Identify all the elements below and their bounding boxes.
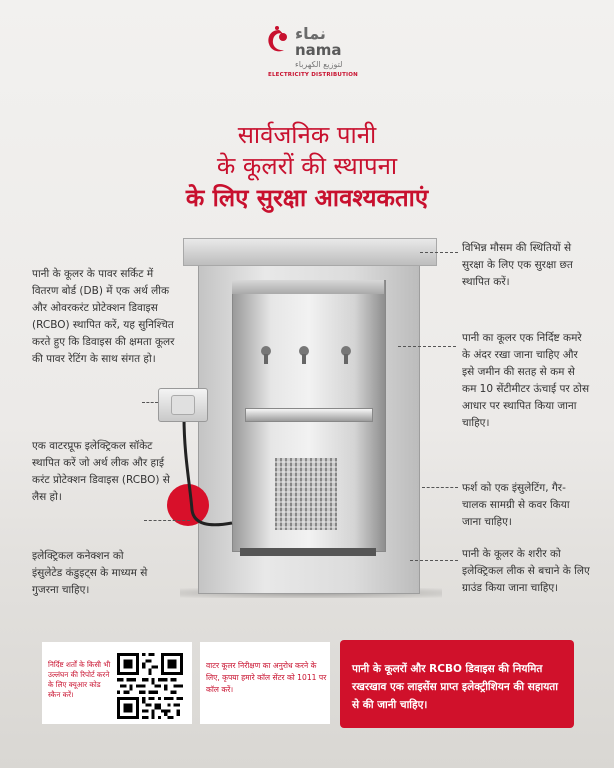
- logo-brand: nama: [295, 41, 342, 59]
- qr-code-icon[interactable]: [117, 653, 183, 719]
- note-insulating-floor: फर्श को एक इंसुलेटिंग, गैर-चालक सामग्री से कवर किया जाना चाहिए।: [462, 482, 570, 528]
- leader-line: [144, 520, 190, 521]
- title-line-1: सार्वजनिक पानी: [237, 121, 377, 149]
- qr-caption: निर्दिष्ट शर्तों के किसी भी उल्लंघन की रिपोर्ट करने के लिए क्यूआर कोड स्कैन करें।: [48, 660, 111, 699]
- waterproof-socket: [158, 388, 208, 422]
- note-rcbo-db: पानी के कूलर के पावर सर्किट में वितरण बोर्ड (DB) में एक अर्थ लीक और ओवरकरंट प्रोटेक्शन डिवाइस (RCBO) स्थापित करें, यह सुनिश्चित करते हुए कि डिवाइस की क्षमता कूलर की पावर रेटिंग के साथ संगत हो।: [32, 268, 175, 365]
- logo-arabic-name: نماء: [295, 24, 326, 43]
- inspection-text: वाटर कूलर निरीक्षण का अनुरोध करने के लिए, कृपया हमारे कॉल सेंटर को 1011 पर कॉल करें।: [206, 661, 327, 694]
- leader-line: [422, 487, 458, 488]
- vent-grill-overlay: [275, 458, 337, 530]
- nama-logo-icon: [265, 24, 293, 58]
- leader-line: [410, 560, 458, 561]
- note-conduits: इलेक्ट्रिकल कनेक्शन को इंसुलेटेड कंडुइट्स के माध्यम से गुजरना चाहिए।: [32, 550, 148, 596]
- nama-logo: [265, 24, 358, 82]
- tap-icon: [259, 345, 273, 365]
- page-title: [0, 120, 614, 215]
- tap-icon: [297, 345, 311, 365]
- protective-roof: [183, 238, 437, 266]
- leader-line: [142, 402, 158, 403]
- note-protective-roof: विभिन्न मौसम की स्थितियों से सुरक्षा के लिए एक सुरक्षा छत स्थापित करें।: [462, 242, 573, 288]
- note-waterproof-socket: एक वाटरप्रूफ इलेक्ट्रिकल सॉकेट स्थापित करें जो अर्थ लीक और हाई करंट प्रोटेक्शन डिवाइस (RCBO) से लैस हो।: [32, 440, 170, 503]
- tap-icon: [339, 345, 353, 365]
- logo-arabic-sub: لتوزيع الكهرباء: [295, 60, 343, 69]
- note-grounding: पानी के कूलर के शरीर को इलेक्ट्रिकल लीक से बचाने के लिए ग्राउंड किया जाना चाहिए।: [462, 548, 590, 594]
- leader-line: [420, 252, 458, 253]
- logo-tagline: ELECTRICITY DISTRIBUTION: [268, 72, 358, 78]
- leader-line: [398, 346, 456, 347]
- cooler-base: [240, 548, 376, 556]
- maintenance-text: पानी के कूलरों और RCBO डिवाइस की नियमित रखरखाव एक लाइसेंस प्राप्त इलेक्ट्रीशियन की सहायता से की जानी चाहिए।: [352, 663, 558, 711]
- title-line-3: के लिए सुरक्षा आवश्यकताएं: [185, 184, 429, 212]
- title-line-2: के कूलरों की स्थापना: [216, 152, 398, 180]
- drip-tray: [245, 408, 373, 422]
- note-indoor-placement: पानी का कूलर एक निर्दिष्ट कमरे के अंदर रखा जाना चाहिए और इसे जमीन की सतह से कम से कम 10 सेंटीमीटर ऊंचाई पर ठोस आधार पर स्थापित किया जाना चाहिए।: [462, 332, 590, 429]
- cable-icon: [170, 415, 250, 535]
- cooler-top: [232, 280, 384, 294]
